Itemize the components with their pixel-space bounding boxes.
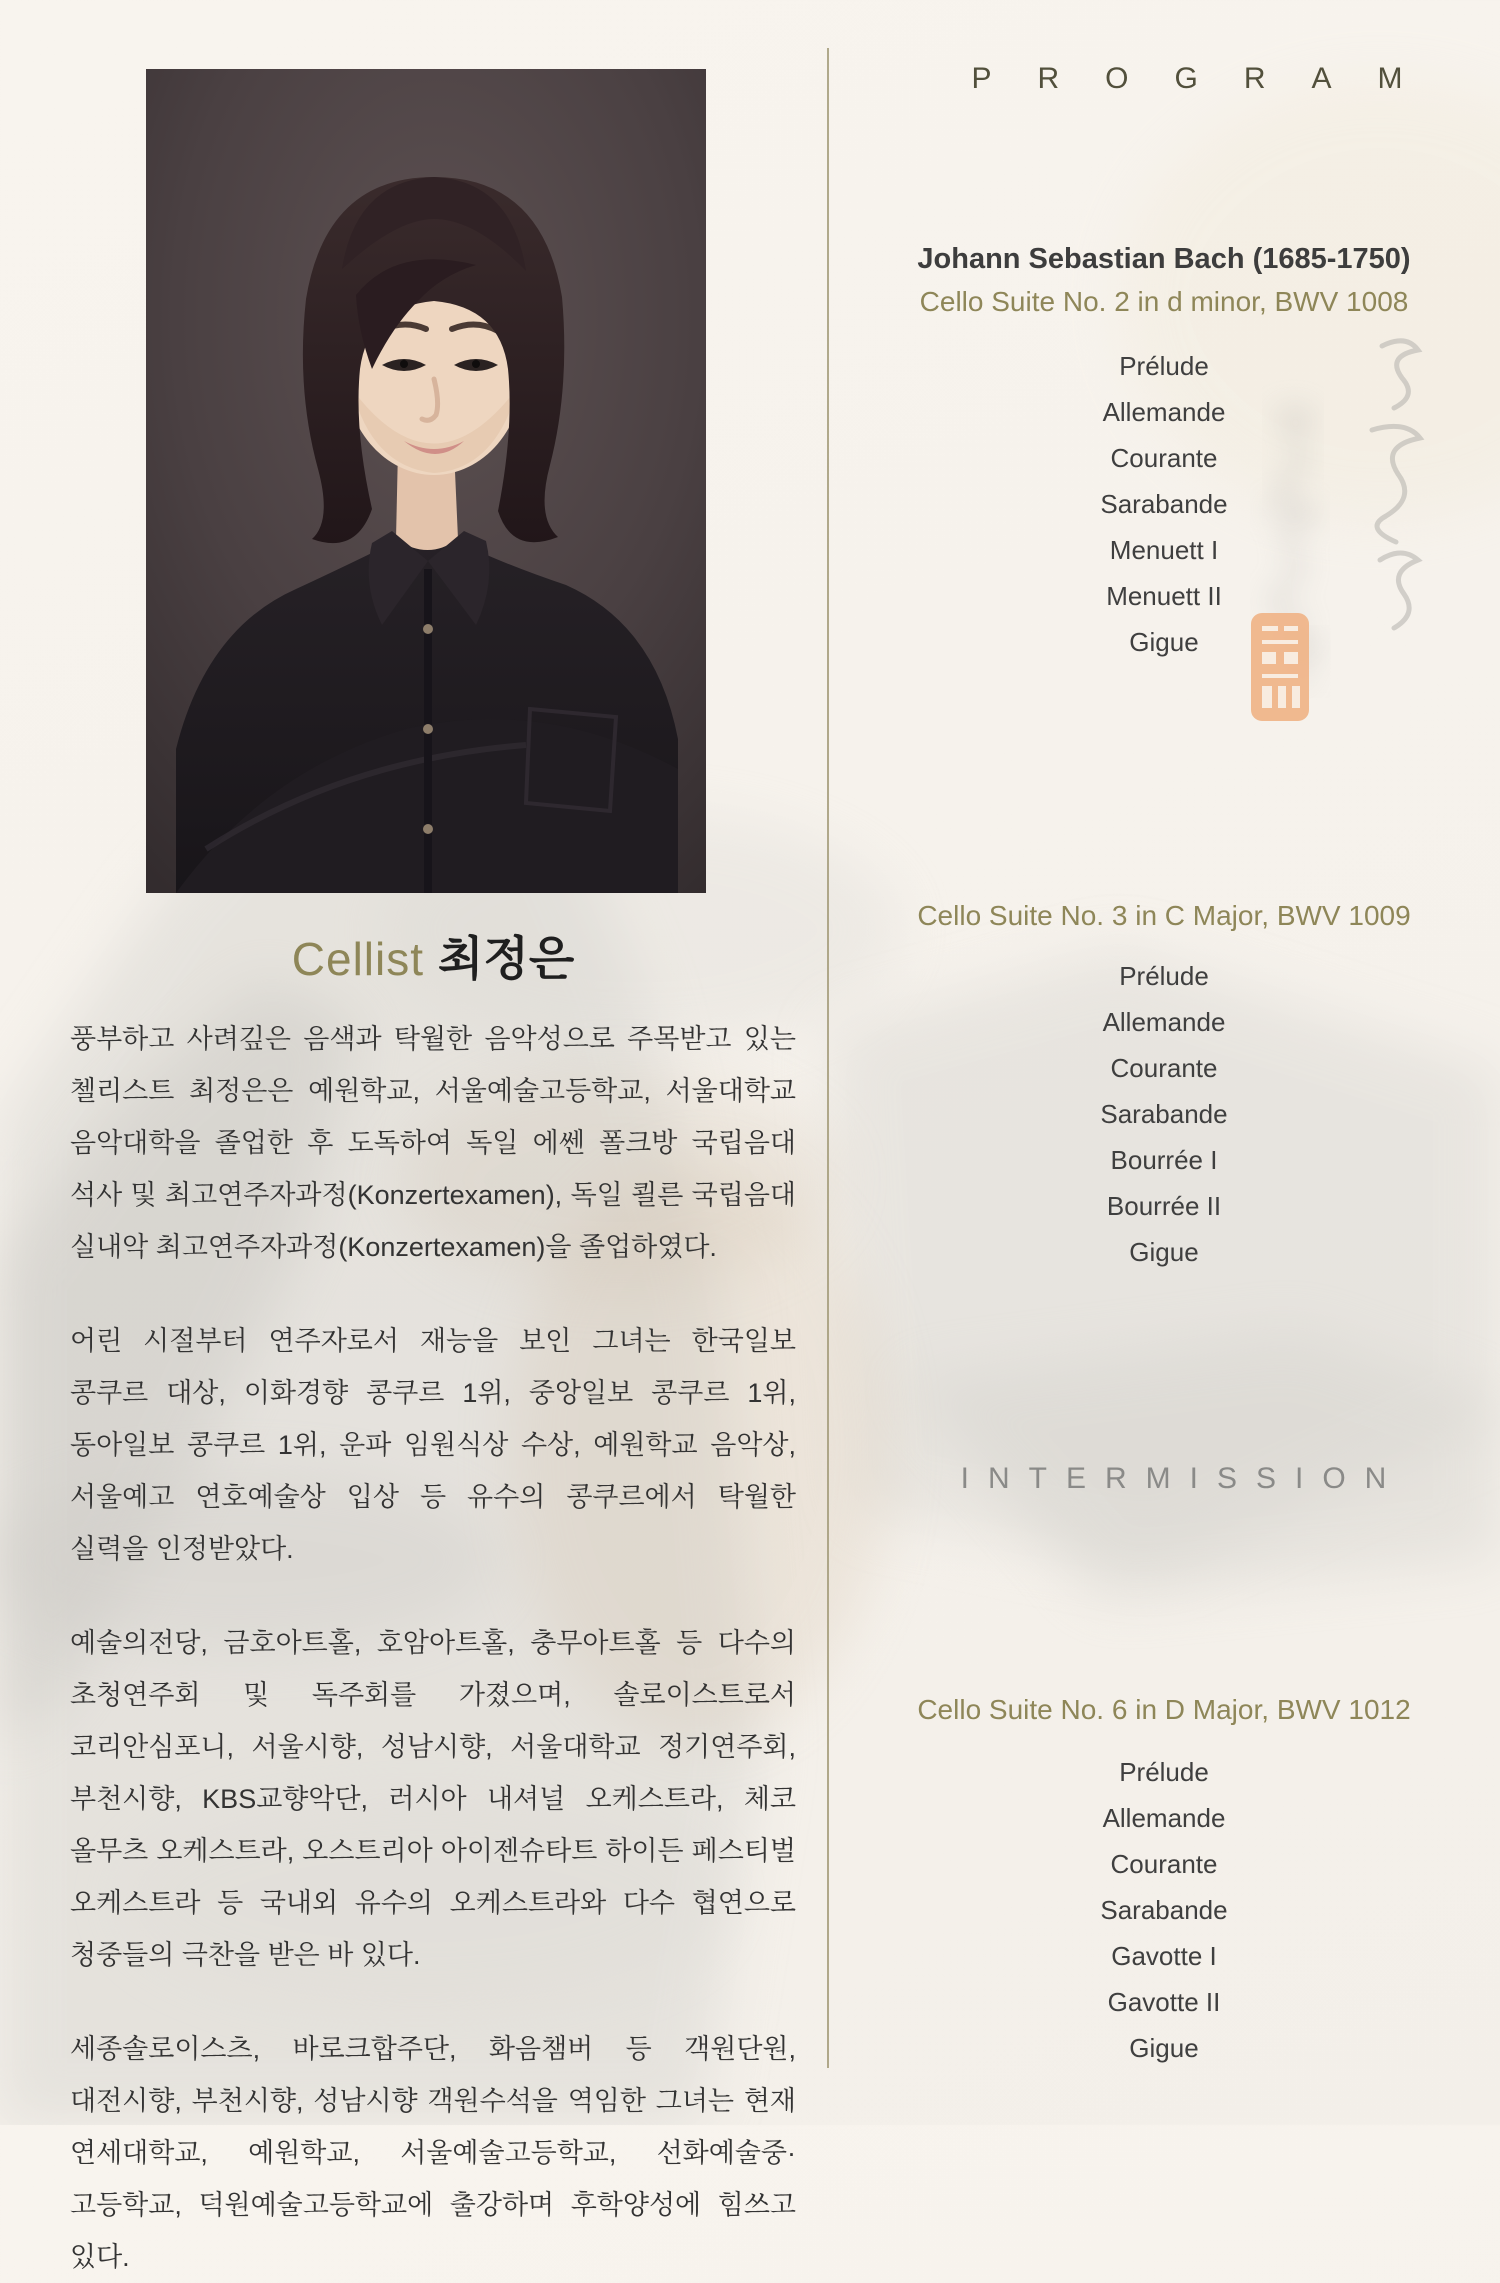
intermission-label: INTERMISSION xyxy=(960,1462,1406,1495)
movement: Allemande xyxy=(1102,1803,1226,1833)
movement: Prélude xyxy=(1119,961,1209,991)
suite-1-movements xyxy=(838,343,1490,665)
suite-3-movements xyxy=(838,1749,1490,2071)
bio-paragraph-1: 풍부하고 사려깊은 음색과 탁월한 음악성으로 주목받고 있는 첼리스트 최정은은 예원학교, 서울예술고등학교, 서울대학교 음악대학을 졸업한 후 도독하여 독일 에쎈 폴크방 국립음대 석사 및 최고연주자과정(Konzertexamen), 독일 쾰른 국립음대 실내악 최고연주자과정(Konzertexamen)을 졸업하였다. xyxy=(70,1024,796,1262)
artist-bio xyxy=(70,1013,796,2283)
program-header: PROGRAM xyxy=(971,62,1449,95)
artist-title xyxy=(70,922,796,989)
suite-1-title: Cello Suite No. 2 in d minor, BWV 1008 xyxy=(919,286,1409,317)
movement: Gavotte II xyxy=(1107,1987,1221,2017)
suite-2-title: Cello Suite No. 3 in C Major, BWV 1009 xyxy=(917,900,1411,931)
bio-paragraph-2: 어린 시절부터 연주자로서 재능을 보인 그녀는 한국일보 콩쿠르 대상, 이화경향 콩쿠르 1위, 중앙일보 콩쿠르 1위, 동아일보 콩쿠르 1위, 운파 임원식상 수상, 예원학교 음악상, 서울예고 연호예술상 입상 등 유수의 콩쿠르에서 탁월한 실력을 인정받았다. xyxy=(70,1326,796,1564)
movement: Prélude xyxy=(1119,351,1209,381)
movement: Bourrée I xyxy=(1110,1145,1218,1175)
movement: Sarabande xyxy=(1100,1895,1228,1925)
artist-title-en: Cellist xyxy=(291,933,425,985)
suite-3-title: Cello Suite No. 6 in D Major, BWV 1012 xyxy=(917,1694,1411,1725)
movement: Bourrée II xyxy=(1106,1191,1222,1221)
artist-photo xyxy=(146,69,706,893)
movement: Allemande xyxy=(1102,1007,1226,1037)
movement: Menuett II xyxy=(1106,581,1222,611)
composer-name: Johann Sebastian Bach (1685-1750) xyxy=(917,243,1411,275)
movement: Gigue xyxy=(1129,627,1199,657)
movement: Sarabande xyxy=(1100,489,1228,519)
bio-paragraph-3: 예술의전당, 금호아트홀, 호암아트홀, 충무아트홀 등 다수의 초청연주회 및 독주회를 가졌으며, 솔로이스트로서 코리안심포니, 서울시향, 성남시향, 서울대학교 정기연주회, 부천시향, KBS교향악단, 러시아 내셔널 오케스트라, 체코 올무츠 오케스트라, 오스트리아 아이젠슈타트 하이든 페스티벌 오케스트라 등 국내외 유수의 오케스트라와 다수 협연으로 청중들의 극찬을 받은 바 있다. xyxy=(70,1628,796,1970)
movement: Menuett I xyxy=(1109,535,1219,565)
movement: Courante xyxy=(1110,1849,1218,1879)
artist-name: 최정은 xyxy=(438,932,575,985)
bio-paragraph-4: 세종솔로이스츠, 바로크합주단, 화음챔버 등 객원단원, 대전시향, 부천시향, 성남시향 객원수석을 역임한 그녀는 현재 연세대학교, 예원학교, 서울예술고등학교, 선화예술중·고등학교, 덕원예술고등학교에 출강하며 후학양성에 힘쓰고 있다. xyxy=(70,2034,796,2272)
movement: Allemande xyxy=(1102,397,1226,427)
movement: Gigue xyxy=(1129,1237,1199,1267)
movement: Gavotte I xyxy=(1111,1941,1217,1971)
movement: Prélude xyxy=(1119,1757,1209,1787)
movement: Courante xyxy=(1110,443,1218,473)
column-divider-line xyxy=(827,48,829,2068)
movement: Gigue xyxy=(1129,2033,1199,2063)
movement: Sarabande xyxy=(1100,1099,1228,1129)
suite-2-movements xyxy=(838,953,1490,1275)
movement: Courante xyxy=(1110,1053,1218,1083)
